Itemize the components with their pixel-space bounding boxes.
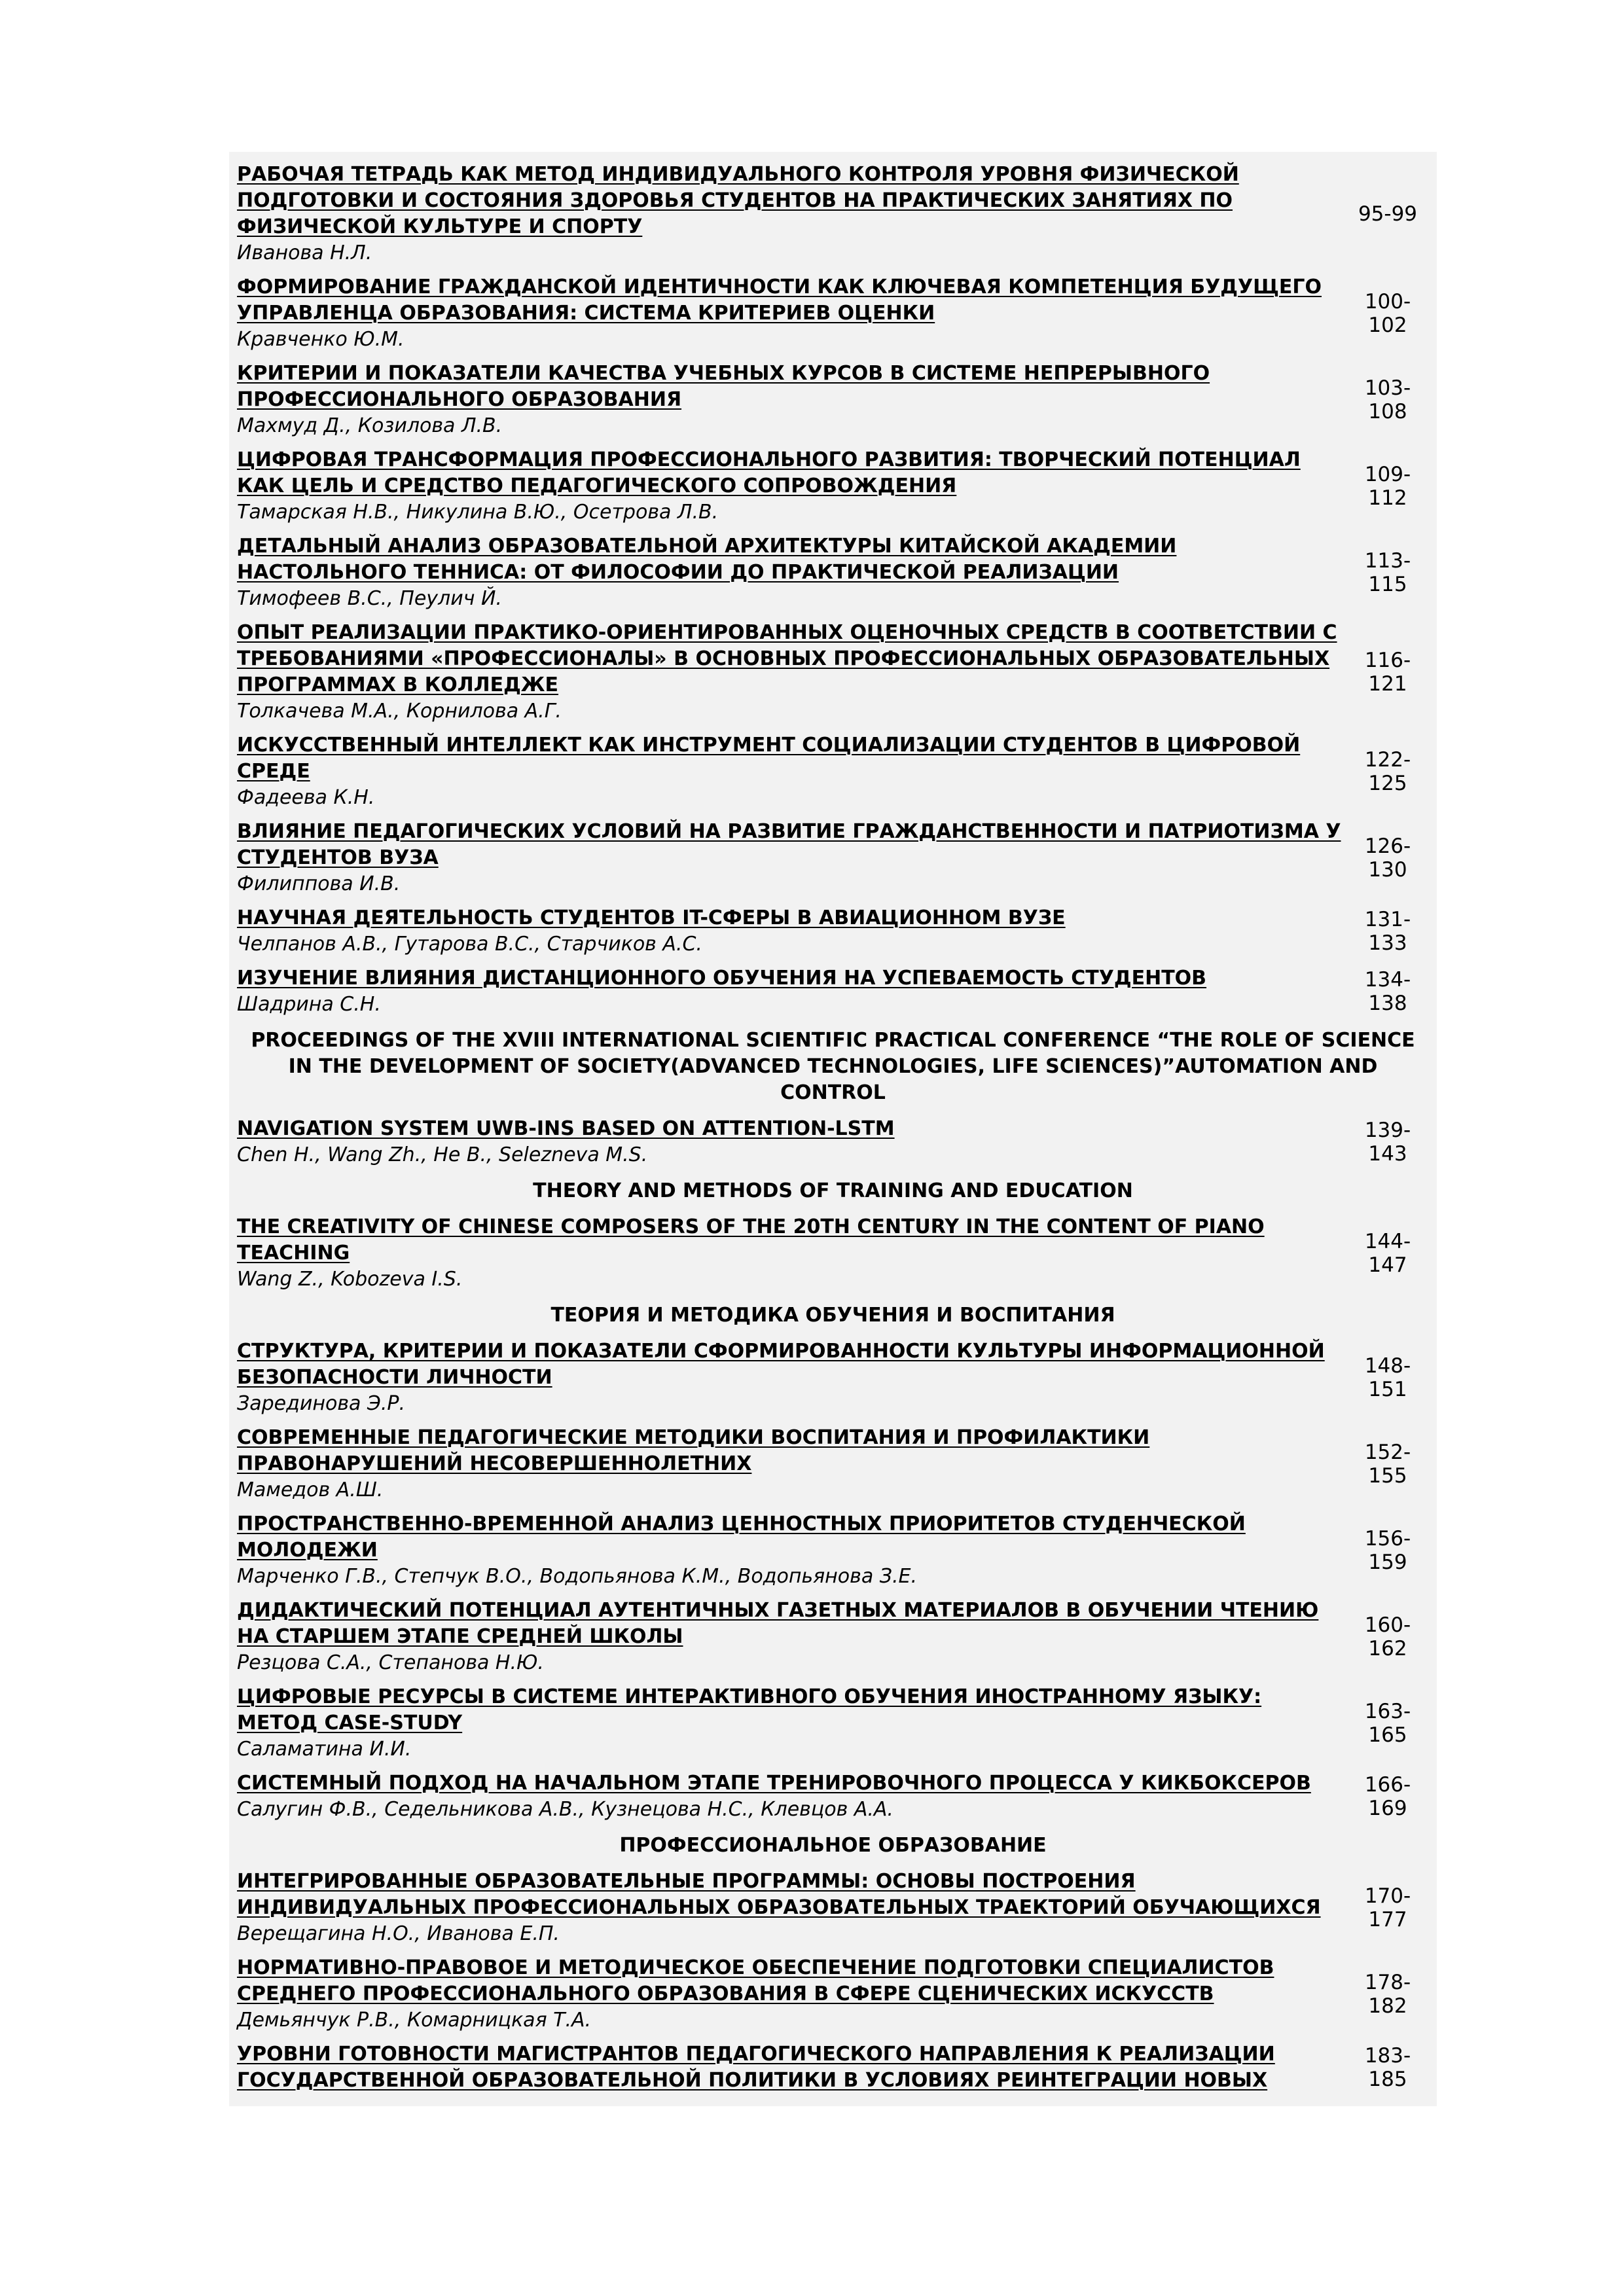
article-title-link[interactable]: НАУЧНАЯ ДЕЯТЕЛЬНОСТЬ СТУДЕНТОВ IT-СФЕРЫ В АВИАЦИОННОМ ВУЗЕ	[237, 906, 1066, 929]
page-range: 178-182	[1364, 1971, 1411, 2018]
article-authors: Демьянчук Р.В., Комарницкая Т.А.	[237, 2009, 592, 2032]
article-title-link[interactable]: ФОРМИРОВАНИЕ ГРАЖДАНСКОЙ ИДЕНТИЧНОСТИ КАК КЛЮЧЕВАЯ КОМПЕТЕНЦИЯ БУДУЩЕГО УПРАВЛЕНЦА ОБРАЗОВАНИЯ: СИСТЕМА КРИТЕРИЕВ ОЦЕНКИ	[237, 276, 1322, 325]
table-of-contents	[229, 152, 1437, 2106]
toc-entry	[237, 1767, 1429, 1827]
section-heading: THEORY AND METHODS OF TRAINING AND EDUCATION	[533, 1179, 1133, 1202]
page-range: 156-159	[1364, 1527, 1411, 1574]
page-range: 183-185	[1364, 2044, 1411, 2091]
article-authors: Резцова С.А., Степанова Н.Ю.	[237, 1651, 544, 1674]
article-title-link[interactable]: ЦИФРОВАЯ ТРАНСФОРМАЦИЯ ПРОФЕССИОНАЛЬНОГО РАЗВИТИЯ: ТВОРЧЕСКИЙ ПОТЕНЦИАЛ КАК ЦЕЛЬ И СРЕДСТВО ПЕДАГОГИЧЕСКОГО СОПРОВОЖДЕНИЯ	[237, 448, 1301, 497]
article-title-link[interactable]: РАБОЧАЯ ТЕТРАДЬ КАК МЕТОД ИНДИВИДУАЛЬНОГО КОНТРОЛЯ УРОВНЯ ФИЗИЧЕСКОЙ ПОДГОТОВКИ И СОСТОЯНИЯ ЗДОРОВЬЯ СТУДЕНТОВ НА ПРАКТИЧЕСКИХ ЗАНЯТИЯХ ПО ФИЗИЧЕСКОЙ КУЛЬТУРЕ И СПОРТУ	[237, 163, 1239, 238]
toc-entry	[237, 816, 1429, 902]
toc-entry	[237, 1865, 1429, 1952]
article-title-link[interactable]: ДИДАКТИЧЕСКИЙ ПОТЕНЦИАЛ АУТЕНТИЧНЫХ ГАЗЕТНЫХ МАТЕРИАЛОВ В ОБУЧЕНИИ ЧТЕНИЮ НА СТАРШЕМ ЭТАПЕ СРЕДНЕЙ ШКОЛЫ	[237, 1599, 1319, 1648]
toc-entry	[237, 1952, 1429, 2038]
article-title-link[interactable]: ДЕТАЛЬНЫЙ АНАЛИЗ ОБРАЗОВАТЕЛЬНОЙ АРХИТЕКТУРЫ КИТАЙСКОЙ АКАДЕМИИ НАСТОЛЬНОГО ТЕННИСА: ОТ ФИЛОСОФИИ ДО ПРАКТИЧЕСКОЙ РЕАЛИЗАЦИИ	[237, 535, 1177, 584]
article-title-link[interactable]: ВЛИЯНИЕ ПЕДАГОГИЧЕСКИХ УСЛОВИЙ НА РАЗВИТИЕ ГРАЖДАНСТВЕННОСТИ И ПАТРИОТИЗМА У СТУДЕНТОВ ВУЗА	[237, 820, 1341, 869]
toc-entry	[237, 1681, 1429, 1767]
page-range: 100-102	[1364, 290, 1411, 337]
section-heading: PROCEEDINGS OF THE XVIII INTERNATIONAL SCIENTIFIC PRACTICAL CONFERENCE “THE ROLE OF SCIENCE IN THE DEVELOPMENT OF SOCIETY(ADVANCED TECHNOLOGIES, LIFE SCIENCES)”AUTOMATION AND CONTROL	[251, 1029, 1415, 1104]
page-range: 109-112	[1364, 463, 1411, 510]
toc-entry	[237, 962, 1429, 1022]
article-title-link[interactable]: СИСТЕМНЫЙ ПОДХОД НА НАЧАЛЬНОМ ЭТАПЕ ТРЕНИРОВОЧНОГО ПРОЦЕССА У КИКБОКСЕРОВ	[237, 1772, 1311, 1795]
article-authors: Верещагина Н.О., Иванова Е.П.	[237, 1922, 560, 1945]
toc-entry	[237, 1422, 1429, 1508]
article-title-link[interactable]: NAVIGATION SYSTEM UWB-INS BASED ON ATTENTION-LSTM	[237, 1117, 895, 1140]
page-range: 103-108	[1364, 376, 1411, 423]
toc-entry	[237, 1594, 1429, 1681]
page-range: 148-151	[1364, 1354, 1411, 1401]
article-authors: Кравченко Ю.М.	[237, 328, 405, 351]
article-title-link[interactable]: ИЗУЧЕНИЕ ВЛИЯНИЯ ДИСТАНЦИОННОГО ОБУЧЕНИЯ НА УСПЕВАЕМОСТЬ СТУДЕНТОВ	[237, 967, 1207, 990]
article-authors: Wang Z., Kobozeva I.S.	[237, 1268, 463, 1291]
toc-entry	[237, 1211, 1429, 1297]
article-authors: Салугин Ф.В., Седельникова А.В., Кузнецова Н.С., Клевцов А.А.	[237, 1798, 893, 1821]
article-authors: Мамедов А.Ш.	[237, 1479, 384, 1501]
article-title-link[interactable]: ИСКУССТВЕННЫЙ ИНТЕЛЛЕКТ КАК ИНСТРУМЕНТ СОЦИАЛИЗАЦИИ СТУДЕНТОВ В ЦИФРОВОЙ СРЕДЕ	[237, 734, 1301, 783]
page-range: 160-162	[1364, 1613, 1411, 1660]
page-range: 116-121	[1364, 649, 1411, 696]
page-range: 122-125	[1364, 748, 1411, 795]
toc-entry	[237, 902, 1429, 962]
toc-entry	[237, 1113, 1429, 1173]
article-title-link[interactable]: НОРМАТИВНО-ПРАВОВОЕ И МЕТОДИЧЕСКОЕ ОБЕСПЕЧЕНИЕ ПОДГОТОВКИ СПЕЦИАЛИСТОВ СРЕДНЕГО ПРОФЕССИОНАЛЬНОГО ОБРАЗОВАНИЯ В СФЕРЕ СЦЕНИЧЕСКИХ ИСКУССТВ	[237, 1956, 1274, 2005]
article-authors: Зарединова Э.Р.	[237, 1392, 406, 1415]
toc-entry	[237, 1335, 1429, 1422]
toc-entry	[237, 2038, 1429, 2098]
article-authors: Тамарская Н.В., Никулина В.Ю., Осетрова Л.В.	[237, 501, 719, 524]
page-range: 166-169	[1364, 1773, 1411, 1820]
section-heading: ТЕОРИЯ И МЕТОДИКА ОБУЧЕНИЯ И ВОСПИТАНИЯ	[550, 1304, 1115, 1327]
page-range: 170-177	[1364, 1884, 1411, 1931]
article-title-link[interactable]: ИНТЕГРИРОВАННЫЕ ОБРАЗОВАТЕЛЬНЫЕ ПРОГРАММЫ: ОСНОВЫ ПОСТРОЕНИЯ ИНДИВИДУАЛЬНЫХ ПРОФЕССИОНАЛЬНЫХ ОБРАЗОВАТЕЛЬНЫХ ТРАЕКТОРИЙ ОБУЧАЮЩИХСЯ	[237, 1870, 1321, 1919]
article-title-link[interactable]: УРОВНИ ГОТОВНОСТИ МАГИСТРАНТОВ ПЕДАГОГИЧЕСКОГО НАПРАВЛЕНИЯ К РЕАЛИЗАЦИИ ГОСУДАРСТВЕННОЙ ОБРАЗОВАТЕЛЬНОЙ ПОЛИТИКИ В УСЛОВИЯХ РЕИНТЕГРАЦИИ НОВЫХ	[237, 2043, 1275, 2092]
article-authors: Тимофеев В.С., Пеулич Й.	[237, 587, 502, 610]
article-authors: Марченко Г.В., Степчук В.О., Водопьянова К.М., Водопьянова З.Е.	[237, 1565, 917, 1588]
article-authors: Саламатина И.И.	[237, 1738, 412, 1761]
article-authors: Иванова Н.Л.	[237, 242, 372, 264]
section-heading: ПРОФЕССИОНАЛЬНОЕ ОБРАЗОВАНИЕ	[619, 1834, 1047, 1857]
article-title-link[interactable]: СОВРЕМЕННЫЕ ПЕДАГОГИЧЕСКИЕ МЕТОДИКИ ВОСПИТАНИЯ И ПРОФИЛАКТИКИ ПРАВОНАРУШЕНИЙ НЕСОВЕРШЕННОЛЕТНИХ	[237, 1426, 1150, 1475]
toc-entry	[237, 530, 1429, 617]
article-title-link[interactable]: ПРОСТРАНСТВЕННО-ВРЕМЕННОЙ АНАЛИЗ ЦЕННОСТНЫХ ПРИОРИТЕТОВ СТУДЕНЧЕСКОЙ МОЛОДЕЖИ	[237, 1513, 1246, 1562]
page-range: 131-133	[1364, 908, 1411, 955]
page-range: 152-155	[1364, 1441, 1411, 1488]
page-range: 163-165	[1364, 1700, 1411, 1747]
toc-entry	[237, 444, 1429, 530]
article-authors: Шадрина С.Н.	[237, 993, 381, 1016]
toc-entry	[237, 617, 1429, 729]
article-title-link[interactable]: СТРУКТУРА, КРИТЕРИИ И ПОКАЗАТЕЛИ СФОРМИРОВАННОСТИ КУЛЬТУРЫ ИНФОРМАЦИОННОЙ БЕЗОПАСНОСТИ ЛИЧНОСТИ	[237, 1340, 1325, 1389]
article-authors: Фадеева К.Н.	[237, 786, 375, 809]
page-range: 134-138	[1364, 968, 1411, 1015]
toc-entry	[237, 357, 1429, 444]
toc-entry	[237, 1508, 1429, 1594]
article-authors: Филиппова И.В.	[237, 872, 401, 895]
article-authors: Махмуд Д., Козилова Л.В.	[237, 414, 503, 437]
toc-entry	[237, 729, 1429, 816]
toc-entry	[237, 271, 1429, 357]
page-range: 139-143	[1364, 1119, 1411, 1166]
page-range: 95-99	[1358, 202, 1418, 226]
article-authors: Челпанов А.В., Гутарова В.С., Старчиков А.С.	[237, 933, 702, 956]
toc-entry	[237, 158, 1429, 271]
article-title-link[interactable]: ОПЫТ РЕАЛИЗАЦИИ ПРАКТИКО-ОРИЕНТИРОВАННЫХ ОЦЕНОЧНЫХ СРЕДСТВ В СООТВЕТСТВИИ С ТРЕБОВАНИЯМИ «ПРОФЕССИОНАЛЫ» В ОСНОВНЫХ ПРОФЕССИОНАЛЬНЫХ ОБРАЗОВАТЕЛЬНЫХ ПРОГРАММАХ В КОЛЛЕДЖЕ	[237, 621, 1337, 696]
article-authors: Толкачева М.А., Корнилова А.Г.	[237, 700, 562, 723]
article-title-link[interactable]: КРИТЕРИИ И ПОКАЗАТЕЛИ КАЧЕСТВА УЧЕБНЫХ КУРСОВ В СИСТЕМЕ НЕПРЕРЫВНОГО ПРОФЕССИОНАЛЬНОГО ОБРАЗОВАНИЯ	[237, 362, 1210, 411]
article-title-link[interactable]: THE CREATIVITY OF CHINESE COMPOSERS OF THE 20TH CENTURY IN THE CONTENT OF PIANO TEACHING	[237, 1215, 1265, 1265]
page-range: 126-130	[1364, 834, 1411, 882]
page-range: 144-147	[1364, 1230, 1411, 1277]
article-authors: Chen H., Wang Zh., He B., Selezneva M.S.	[237, 1143, 648, 1166]
article-title-link[interactable]: ЦИФРОВЫЕ РЕСУРСЫ В СИСТЕМЕ ИНТЕРАКТИВНОГО ОБУЧЕНИЯ ИНОСТРАННОМУ ЯЗЫКУ: МЕТОД CASE-STUDY	[237, 1685, 1262, 1734]
page-range: 113-115	[1364, 549, 1411, 596]
